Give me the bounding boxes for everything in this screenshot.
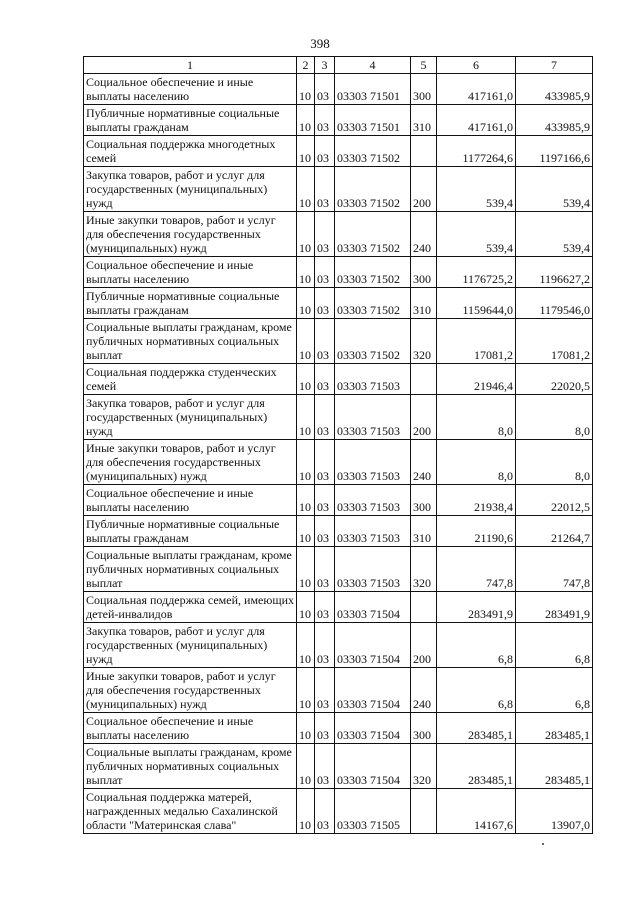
row-section: 10 bbox=[297, 257, 315, 288]
row-name: Социальное обеспечение и иные выплаты населению bbox=[84, 257, 297, 288]
row-value-col6: 6,8 bbox=[437, 668, 516, 713]
row-expense-type: 200 bbox=[411, 623, 437, 668]
row-name: Закупка товаров, работ и услуг для государственных (муниципальных) нужд bbox=[84, 623, 297, 668]
row-section: 10 bbox=[297, 167, 315, 212]
row-value-col6: 1176725,2 bbox=[437, 257, 516, 288]
row-subsection: 03 bbox=[315, 547, 335, 592]
row-value-col7: 1197166,6 bbox=[516, 136, 593, 167]
row-section: 10 bbox=[297, 74, 315, 105]
row-value-col6: 283485,1 bbox=[437, 744, 516, 789]
column-header: 4 bbox=[335, 57, 411, 74]
row-expense-type: 310 bbox=[411, 288, 437, 319]
row-target-code: 03303 71503 bbox=[335, 364, 411, 395]
row-section: 10 bbox=[297, 440, 315, 485]
row-subsection: 03 bbox=[315, 395, 335, 440]
table-row bbox=[84, 668, 593, 713]
row-value-col6: 283491,9 bbox=[437, 592, 516, 623]
row-expense-type: 240 bbox=[411, 212, 437, 257]
table-row bbox=[84, 319, 593, 364]
row-value-col7: 17081,2 bbox=[516, 319, 593, 364]
budget-table bbox=[83, 56, 593, 834]
row-section: 10 bbox=[297, 212, 315, 257]
row-section: 10 bbox=[297, 713, 315, 744]
column-header: 3 bbox=[315, 57, 335, 74]
row-value-col7: 283485,1 bbox=[516, 713, 593, 744]
row-name: Социальная поддержка студенческих семей bbox=[84, 364, 297, 395]
row-target-code: 03303 71504 bbox=[335, 623, 411, 668]
row-name: Публичные нормативные социальные выплаты гражданам bbox=[84, 516, 297, 547]
table-row bbox=[84, 364, 593, 395]
row-expense-type bbox=[411, 789, 437, 834]
row-value-col7: 21264,7 bbox=[516, 516, 593, 547]
row-subsection: 03 bbox=[315, 74, 335, 105]
row-name: Закупка товаров, работ и услуг для государственных (муниципальных) нужд bbox=[84, 167, 297, 212]
table-row bbox=[84, 440, 593, 485]
row-section: 10 bbox=[297, 288, 315, 319]
row-section: 10 bbox=[297, 789, 315, 834]
row-value-col7: 6,8 bbox=[516, 623, 593, 668]
row-target-code: 03303 71502 bbox=[335, 212, 411, 257]
row-section: 10 bbox=[297, 364, 315, 395]
row-value-col6: 8,0 bbox=[437, 440, 516, 485]
row-value-col7: 6,8 bbox=[516, 668, 593, 713]
column-header: 2 bbox=[297, 57, 315, 74]
row-subsection: 03 bbox=[315, 257, 335, 288]
row-subsection: 03 bbox=[315, 167, 335, 212]
row-value-col7: 747,8 bbox=[516, 547, 593, 592]
row-value-col6: 17081,2 bbox=[437, 319, 516, 364]
table-row bbox=[84, 623, 593, 668]
row-expense-type: 300 bbox=[411, 257, 437, 288]
row-expense-type bbox=[411, 592, 437, 623]
table-row bbox=[84, 105, 593, 136]
row-expense-type: 310 bbox=[411, 105, 437, 136]
table-row bbox=[84, 789, 593, 834]
row-expense-type: 240 bbox=[411, 440, 437, 485]
row-section: 10 bbox=[297, 623, 315, 668]
row-target-code: 03303 71502 bbox=[335, 136, 411, 167]
row-value-col6: 539,4 bbox=[437, 212, 516, 257]
row-name: Публичные нормативные социальные выплаты гражданам bbox=[84, 288, 297, 319]
table-row bbox=[84, 74, 593, 105]
row-target-code: 03303 71503 bbox=[335, 485, 411, 516]
table-row bbox=[84, 547, 593, 592]
row-value-col7: 1196627,2 bbox=[516, 257, 593, 288]
row-target-code: 03303 71501 bbox=[335, 74, 411, 105]
header-row bbox=[84, 57, 593, 74]
row-value-col7: 8,0 bbox=[516, 440, 593, 485]
row-section: 10 bbox=[297, 592, 315, 623]
row-value-col6: 417161,0 bbox=[437, 105, 516, 136]
row-value-col7: 539,4 bbox=[516, 167, 593, 212]
row-target-code: 03303 71503 bbox=[335, 516, 411, 547]
row-value-col7: 1179546,0 bbox=[516, 288, 593, 319]
row-name: Социальные выплаты гражданам, кроме публичных нормативных социальных выплат bbox=[84, 319, 297, 364]
row-subsection: 03 bbox=[315, 668, 335, 713]
row-section: 10 bbox=[297, 516, 315, 547]
row-target-code: 03303 71502 bbox=[335, 257, 411, 288]
row-value-col7: 283491,9 bbox=[516, 592, 593, 623]
row-value-col7: 283485,1 bbox=[516, 744, 593, 789]
row-subsection: 03 bbox=[315, 288, 335, 319]
table-row bbox=[84, 257, 593, 288]
column-header: 6 bbox=[437, 57, 516, 74]
row-expense-type: 200 bbox=[411, 395, 437, 440]
row-value-col7: 22020,5 bbox=[516, 364, 593, 395]
table-row bbox=[84, 395, 593, 440]
row-name: Иные закупки товаров, работ и услуг для обеспечения государственных (муниципальных) нужд bbox=[84, 440, 297, 485]
row-name: Закупка товаров, работ и услуг для государственных (муниципальных) нужд bbox=[84, 395, 297, 440]
row-name: Социальная поддержка многодетных семей bbox=[84, 136, 297, 167]
row-subsection: 03 bbox=[315, 212, 335, 257]
table-row bbox=[84, 744, 593, 789]
row-subsection: 03 bbox=[315, 516, 335, 547]
row-expense-type: 300 bbox=[411, 713, 437, 744]
row-value-col6: 8,0 bbox=[437, 395, 516, 440]
row-name: Социальные выплаты гражданам, кроме публичных нормативных социальных выплат bbox=[84, 547, 297, 592]
row-value-col7: 539,4 bbox=[516, 212, 593, 257]
row-target-code: 03303 71504 bbox=[335, 744, 411, 789]
row-section: 10 bbox=[297, 319, 315, 364]
row-subsection: 03 bbox=[315, 623, 335, 668]
row-name: Иные закупки товаров, работ и услуг для обеспечения государственных (муниципальных) нужд bbox=[84, 212, 297, 257]
row-section: 10 bbox=[297, 547, 315, 592]
page-number: 398 bbox=[310, 36, 330, 51]
row-name: Публичные нормативные социальные выплаты гражданам bbox=[84, 105, 297, 136]
row-section: 10 bbox=[297, 485, 315, 516]
row-value-col6: 1177264,6 bbox=[437, 136, 516, 167]
row-value-col6: 283485,1 bbox=[437, 713, 516, 744]
row-name: Социальное обеспечение и иные выплаты населению bbox=[84, 485, 297, 516]
row-target-code: 03303 71502 bbox=[335, 319, 411, 364]
row-subsection: 03 bbox=[315, 440, 335, 485]
row-subsection: 03 bbox=[315, 136, 335, 167]
table-body bbox=[84, 74, 593, 834]
row-value-col6: 417161,0 bbox=[437, 74, 516, 105]
table-row bbox=[84, 288, 593, 319]
row-expense-type: 310 bbox=[411, 516, 437, 547]
row-section: 10 bbox=[297, 744, 315, 789]
column-header: 7 bbox=[516, 57, 593, 74]
row-value-col6: 21190,6 bbox=[437, 516, 516, 547]
row-target-code: 03303 71504 bbox=[335, 592, 411, 623]
row-section: 10 bbox=[297, 395, 315, 440]
row-value-col7: 13907,0 bbox=[516, 789, 593, 834]
row-value-col6: 747,8 bbox=[437, 547, 516, 592]
table-row bbox=[84, 592, 593, 623]
row-target-code: 03303 71504 bbox=[335, 713, 411, 744]
row-subsection: 03 bbox=[315, 485, 335, 516]
row-expense-type: 300 bbox=[411, 485, 437, 516]
row-target-code: 03303 71501 bbox=[335, 105, 411, 136]
row-section: 10 bbox=[297, 105, 315, 136]
row-expense-type: 300 bbox=[411, 74, 437, 105]
row-subsection: 03 bbox=[315, 744, 335, 789]
row-section: 10 bbox=[297, 136, 315, 167]
row-target-code: 03303 71503 bbox=[335, 395, 411, 440]
row-value-col7: 22012,5 bbox=[516, 485, 593, 516]
scan-speck bbox=[542, 843, 544, 845]
table-row bbox=[84, 167, 593, 212]
row-value-col7: 8,0 bbox=[516, 395, 593, 440]
row-name: Социальная поддержка семей, имеющих детей-инвалидов bbox=[84, 592, 297, 623]
row-expense-type bbox=[411, 136, 437, 167]
table-row bbox=[84, 516, 593, 547]
row-name: Социальное обеспечение и иные выплаты населению bbox=[84, 713, 297, 744]
row-subsection: 03 bbox=[315, 713, 335, 744]
row-value-col7: 433985,9 bbox=[516, 105, 593, 136]
row-value-col6: 1159644,0 bbox=[437, 288, 516, 319]
row-value-col6: 6,8 bbox=[437, 623, 516, 668]
table-row bbox=[84, 485, 593, 516]
table-row bbox=[84, 713, 593, 744]
row-name: Социальное обеспечение и иные выплаты населению bbox=[84, 74, 297, 105]
row-expense-type bbox=[411, 364, 437, 395]
row-target-code: 03303 71504 bbox=[335, 668, 411, 713]
row-value-col7: 433985,9 bbox=[516, 74, 593, 105]
row-target-code: 03303 71503 bbox=[335, 547, 411, 592]
table-row bbox=[84, 212, 593, 257]
row-expense-type: 200 bbox=[411, 167, 437, 212]
row-subsection: 03 bbox=[315, 364, 335, 395]
row-subsection: 03 bbox=[315, 105, 335, 136]
row-value-col6: 14167,6 bbox=[437, 789, 516, 834]
row-name: Социальные выплаты гражданам, кроме публичных нормативных социальных выплат bbox=[84, 744, 297, 789]
row-expense-type: 320 bbox=[411, 547, 437, 592]
row-target-code: 03303 71503 bbox=[335, 440, 411, 485]
column-header: 5 bbox=[411, 57, 437, 74]
row-value-col6: 21938,4 bbox=[437, 485, 516, 516]
table-row bbox=[84, 136, 593, 167]
row-subsection: 03 bbox=[315, 319, 335, 364]
row-subsection: 03 bbox=[315, 789, 335, 834]
column-header: 1 bbox=[84, 57, 297, 74]
row-subsection: 03 bbox=[315, 592, 335, 623]
row-expense-type: 320 bbox=[411, 319, 437, 364]
row-target-code: 03303 71502 bbox=[335, 288, 411, 319]
row-target-code: 03303 71505 bbox=[335, 789, 411, 834]
row-value-col6: 21946,4 bbox=[437, 364, 516, 395]
row-name: Иные закупки товаров, работ и услуг для обеспечения государственных (муниципальных) нужд bbox=[84, 668, 297, 713]
row-expense-type: 240 bbox=[411, 668, 437, 713]
row-expense-type: 320 bbox=[411, 744, 437, 789]
row-section: 10 bbox=[297, 668, 315, 713]
row-target-code: 03303 71502 bbox=[335, 167, 411, 212]
row-value-col6: 539,4 bbox=[437, 167, 516, 212]
row-name: Социальная поддержка матерей, награжденных медалью Сахалинской области "Материнская слава" bbox=[84, 789, 297, 834]
